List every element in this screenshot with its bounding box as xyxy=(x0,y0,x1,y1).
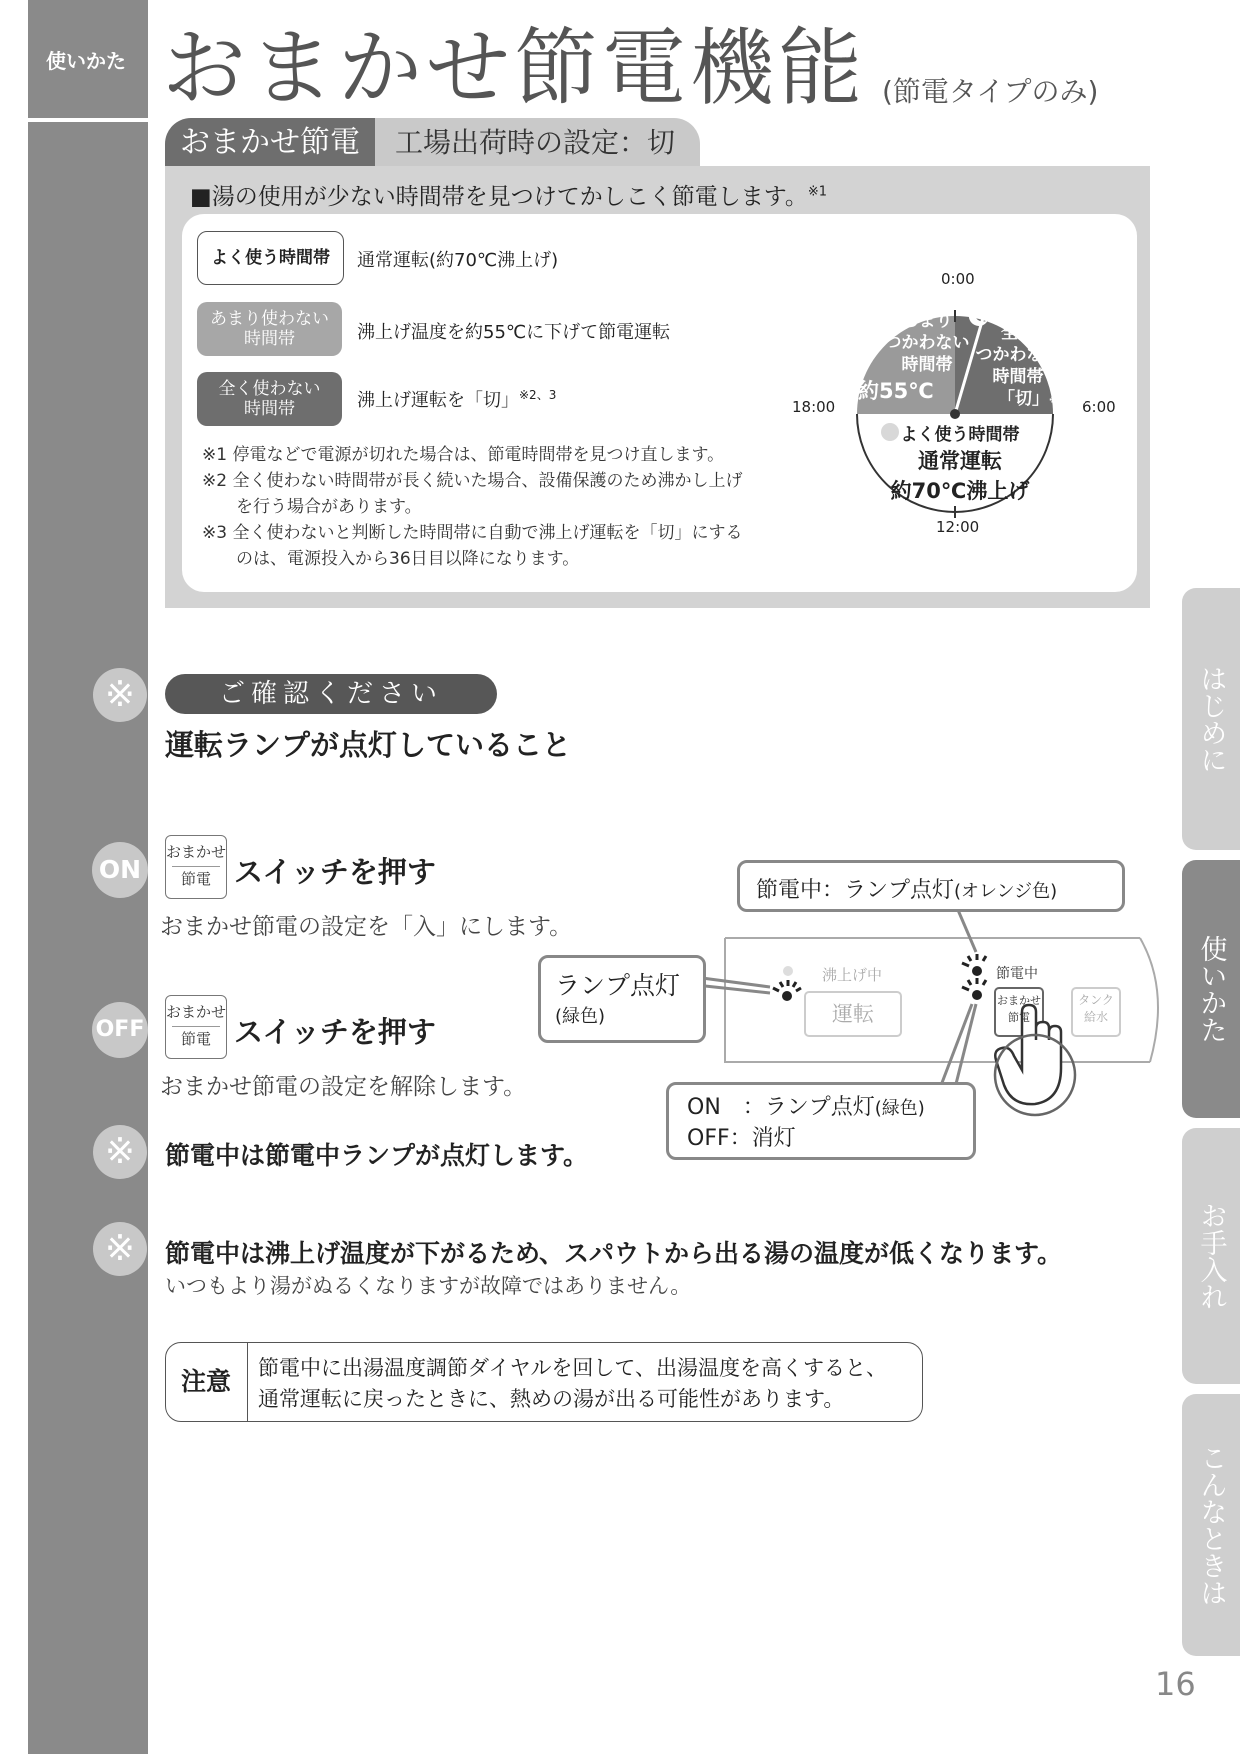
clock-often-line: 約70℃沸上げ xyxy=(890,479,1030,503)
feature-tab: おまかせ節電 xyxy=(165,118,375,168)
onoff-callout-pointer xyxy=(955,1004,976,1088)
clock-center xyxy=(950,409,960,419)
off-title: スイッチを押す xyxy=(234,1015,436,1049)
note-mark-icon: ※ xyxy=(93,1125,147,1179)
saving-callout-main: 節電中：ランプ点灯 xyxy=(756,878,955,903)
omakase-button-label xyxy=(995,992,1043,1026)
off-desc: おまかせ節電の設定を解除します。 xyxy=(160,1074,527,1100)
legend-never-desc-note: ※2、3 xyxy=(519,388,557,402)
clock-never-text xyxy=(970,322,1066,388)
clock-label-12: 12:00 xyxy=(936,518,980,536)
onoff-line1-sub: (緑色) xyxy=(874,1098,925,1119)
omakase-lamp xyxy=(972,990,982,1000)
boiling-label: 沸上げ中 xyxy=(822,966,883,984)
tank-button-line: タンク xyxy=(1078,993,1114,1007)
tank-button-label xyxy=(1072,992,1120,1026)
onoff-line1-main: ON ：ランプ点灯 xyxy=(687,1095,875,1120)
lamp-callout-main: ランプ点灯 xyxy=(555,971,681,1000)
onoff-callout-pointer xyxy=(940,1004,972,1088)
caution-text xyxy=(258,1353,887,1415)
onoff-callout xyxy=(666,1082,976,1160)
note2-sub: いつもより湯がぬるくなりますが故障ではありません。 xyxy=(165,1274,692,1298)
legend-rarely-line1: あまり使わない xyxy=(210,308,329,329)
footnote: ※2 全く使わない時間帯が長く続いた場合、設備保護のため沸かし上げ xyxy=(202,471,743,491)
caution-label: 注意 xyxy=(165,1342,248,1422)
legend-never-desc xyxy=(357,386,556,412)
clock-never-line: 時間帯 xyxy=(992,367,1044,387)
footnote: ※1 停電などで電源が切れた場合は、節電時間帯を見つけ直します。 xyxy=(202,445,725,465)
left-band xyxy=(28,122,148,1754)
side-tab-troubleshooting[interactable]: こんなときは xyxy=(1182,1394,1240,1656)
note2-text: 節電中は沸上げ温度が下がるため、スパウトから出る湯の温度が低くなります。 xyxy=(165,1239,1063,1268)
saving-lamp-rays xyxy=(962,954,986,966)
omakase-switch-icon xyxy=(165,995,227,1059)
legend-never-line2: 時間帯 xyxy=(244,399,295,419)
saving-callout-pointer xyxy=(958,910,976,952)
legend-rarely xyxy=(197,302,342,356)
clock-never-note: ※2、3 xyxy=(1049,394,1087,407)
page-number: 16 xyxy=(1155,1665,1196,1703)
caution-line: 通常運転に戻ったときに、熱めの湯が出る可能性があります。 xyxy=(258,1387,845,1411)
clock-rarely-line: 時間帯 xyxy=(901,355,953,375)
run-lamp xyxy=(782,991,792,1001)
clock-label-0: 0:00 xyxy=(941,270,975,288)
boiling-lamp xyxy=(783,966,793,976)
clock-often-line: よく使う時間帯 xyxy=(900,425,1020,445)
note1-text: 節電中は節電中ランプが点灯します。 xyxy=(165,1141,589,1170)
switch-line2: 節電 xyxy=(172,866,220,889)
factory-setting-tab: 工場出荷時の設定：切 xyxy=(375,118,700,168)
omakase-button-line: おまかせ xyxy=(997,994,1041,1007)
legend-never xyxy=(197,372,342,426)
check-mark-icon: ※ xyxy=(93,668,147,722)
footnotes xyxy=(202,442,742,572)
page-title: おまかせ節電機能 xyxy=(162,19,867,117)
legend-rarely-line2: 時間帯 xyxy=(244,329,295,349)
side-tab-intro[interactable]: はじめに xyxy=(1182,588,1240,850)
clock-rarely-text xyxy=(872,310,982,376)
panel-heading-text: ■湯の使用が少ない時間帯を見つけてかしこく節電します。 xyxy=(190,184,808,210)
page-title-suffix: (節電タイプのみ) xyxy=(882,75,1099,108)
clock-rarely-temp: 約55℃ xyxy=(858,379,934,403)
on-desc: おまかせ節電の設定を「入」にします。 xyxy=(160,914,573,940)
switch-line1: おまかせ xyxy=(166,843,227,861)
clock-never-line: つかわない xyxy=(975,345,1061,365)
clock-label-6: 6:00 xyxy=(1082,398,1116,416)
section-label-block xyxy=(28,0,148,118)
panel-heading-note: ※1 xyxy=(807,184,828,200)
clock-rarely-line: あまり xyxy=(901,311,953,331)
off-badge: OFF xyxy=(92,1002,148,1058)
omakase-button-line: 節電 xyxy=(1008,1011,1030,1024)
panel-heading xyxy=(190,178,827,211)
clock-label-18: 18:00 xyxy=(792,398,836,416)
saving-lamp xyxy=(972,966,982,976)
switch-line2: 節電 xyxy=(172,1026,220,1049)
footnote: ※3 全く使わないと判断した時間帯に自動で沸上げ運転を「切」にする xyxy=(202,523,743,543)
legend-often-desc: 通常運転(約70℃沸上げ) xyxy=(357,250,559,271)
clock-rarely-line: つかわない xyxy=(884,333,970,353)
clock-often-line: 通常運転 xyxy=(918,449,1002,473)
run-lamp-rays xyxy=(773,980,801,991)
clock-never-off-text: 「切」 xyxy=(998,389,1049,409)
lamp-callout xyxy=(538,955,706,1043)
onoff-line2: OFF：消灯 xyxy=(687,1126,796,1151)
clock-often-text xyxy=(880,420,1040,505)
legend-rarely-desc: 沸上げ温度を約55℃に下げて節電運転 xyxy=(357,322,671,343)
saving-callout-sub: (オレンジ色) xyxy=(954,881,1058,902)
legend-never-desc-text: 沸上げ運転を「切」 xyxy=(357,390,519,411)
switch-line1: おまかせ xyxy=(166,1003,227,1021)
section-label: 使いかた xyxy=(46,49,126,73)
note-mark-icon: ※ xyxy=(93,1222,147,1276)
footnote: を行う場合があります。 xyxy=(202,497,422,517)
saving-callout xyxy=(737,860,1125,912)
saving-label: 節電中 xyxy=(996,966,1038,982)
legend-often: よく使う時間帯 xyxy=(197,231,344,285)
legend-never-line1: 全く使わない xyxy=(218,378,321,399)
tank-button-line: 給水 xyxy=(1083,1010,1108,1024)
side-tab-usage[interactable]: 使いかた xyxy=(1182,860,1240,1118)
footnote: のは、電源投入から36日目以降になります。 xyxy=(202,549,580,569)
run-button-label: 運転 xyxy=(832,1002,874,1026)
clock-never-line: 全く xyxy=(1001,323,1035,343)
lamp-callout-sub: (緑色) xyxy=(555,1006,606,1027)
confirm-text: 運転ランプが点灯していること xyxy=(165,728,572,762)
confirm-banner: ご確認ください xyxy=(165,674,497,714)
on-badge: ON xyxy=(92,842,148,898)
omakase-lamp-rays xyxy=(962,978,986,990)
caution-line: 節電中に出湯温度調節ダイヤルを回して、出湯温度を高くすると、 xyxy=(258,1356,887,1380)
on-title: スイッチを押す xyxy=(234,855,436,889)
clock-never-off xyxy=(998,388,1086,412)
side-tab-care[interactable]: お手入れ xyxy=(1182,1128,1240,1384)
omakase-switch-icon xyxy=(165,835,227,899)
